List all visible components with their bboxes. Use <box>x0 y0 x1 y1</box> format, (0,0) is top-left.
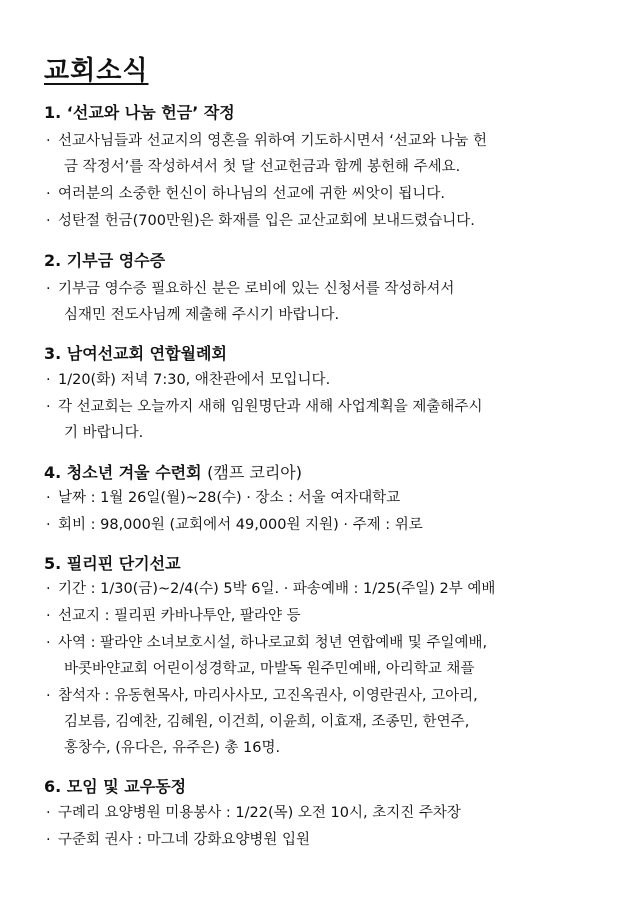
section-2-line-1: · 기부금 영수증 필요하신 분은 로비에 있는 신청서를 작성하셔서 <box>46 281 455 297</box>
section-1-line-3: · 여러분의 소중한 헌신이 하나님의 선교에 귀한 씨앗이 됩니다. <box>46 186 446 202</box>
section-2-line-2: 심재민 전도사님께 제출해 주시기 바랍니다. <box>64 307 340 323</box>
page-title: 교회소식 <box>44 56 149 86</box>
section-4-title: 4. 청소년 겨울 수련회 (캠프 코리아) <box>44 463 303 482</box>
section-5-line-6: 김보름, 김예찬, 김혜원, 이건희, 이윤희, 이효재, 조종민, 한연주, <box>64 714 470 730</box>
section-1-line-4: · 성탄절 헌금(700만원)은 화재를 입은 교산교회에 보내드렸습니다. <box>46 213 475 229</box>
section-5-line-2: · 선교지 : 필리핀 카바나투안, 팔라얀 등 <box>46 608 301 624</box>
section-6-line-2: · 구준회 권사 : 마그네 강화요양병원 입원 <box>46 832 311 848</box>
section-4-title-note: (캠프 코리아) <box>207 463 303 482</box>
section-5-line-1: · 기간 : 1/30(금)~2/4(수) 5박 6일. · 파송예배 : 1/25(주일) 2부 예배 <box>46 581 496 597</box>
section-6-line-1: · 구례리 요양병원 미용봉사 : 1/22(목) 오전 10시, 초지진 주차장 <box>46 805 461 821</box>
section-5-title: 5. 필리핀 단기선교 <box>44 554 181 573</box>
section-1-title: 1. ‘선교와 나눔 헌금’ 작정 <box>44 103 235 122</box>
section-1-line-2: 금 작정서’를 작성하셔서 첫 달 선교헌금과 함께 봉헌해 주세요. <box>64 159 461 175</box>
section-5-line-5: · 참석자 : 유동현목사, 마리사사모, 고진옥권사, 이영란권사, 고아리, <box>46 688 478 704</box>
section-3-line-3: 기 바랍니다. <box>64 425 144 441</box>
section-3-line-2: · 각 선교회는 오늘까지 새해 임원명단과 새해 사업계획을 제출해주시 <box>46 399 483 415</box>
section-3-title: 3. 남여선교회 연합월례회 <box>44 344 227 363</box>
section-4-line-1: · 날짜 : 1월 26일(월)~28(수) · 장소 : 서울 여자대학교 <box>46 490 401 506</box>
section-3-line-1: · 1/20(화) 저녁 7:30, 애찬관에서 모입니다. <box>46 372 331 388</box>
section-5-line-4: 바콧바얀교회 어린이성경학교, 마발독 원주민예배, 아리학교 채플 <box>64 661 475 677</box>
section-2-title: 2. 기부금 영수증 <box>44 251 166 270</box>
section-4-line-2: · 회비 : 98,000원 (교회에서 49,000원 지원) · 주제 : 위로 <box>46 517 423 533</box>
section-5-line-7: 홍창수, (유다은, 유주은) 총 16명. <box>64 740 281 756</box>
section-1-line-1: · 선교사님들과 선교지의 영혼을 위하여 기도하시면서 ‘선교와 나눔 헌 <box>46 133 488 149</box>
section-5-line-3: · 사역 : 팔라얀 소녀보호시설, 하나로교회 청년 연합예배 및 주일예배, <box>46 635 488 651</box>
section-6-title: 6. 모임 및 교우동정 <box>44 777 187 796</box>
